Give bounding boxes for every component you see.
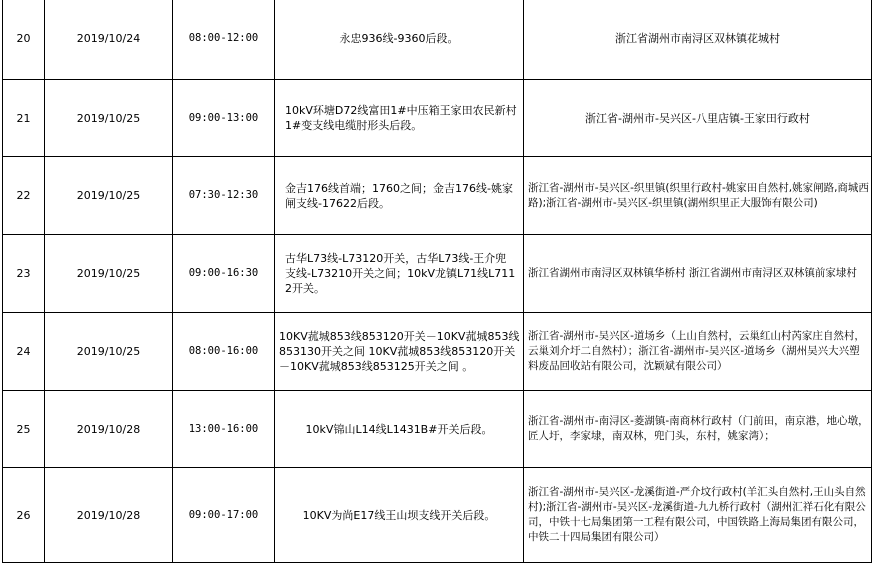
outage-area: 浙江省-湖州市-吴兴区-道场乡（上山自然村，云巢红山村芮家庄自然村，云巢刘介圩二自然村）；浙江省-湖州市-吴兴区-道场乡（湖州吴兴大兴塑料废品回收站有限公司，沈颖斌有限公司） <box>524 313 872 391</box>
outage-line-description: 永忠936线-9360后段。 <box>275 0 524 80</box>
outage-area: 浙江省-湖州市-吴兴区-龙溪街道-严介坟行政村(羊汇头自然村,王山头自然村);浙江省-湖州市-吴兴区-龙溪街道-九九桥行政村（湖州汇祥石化有限公司，中铁十七局集团第一工程有限公司，中国铁路上海局集团有限公司，中铁二十四局集团有限公司） <box>524 468 872 563</box>
outage-time: 07:30-12:30 <box>173 157 275 235</box>
outage-date: 2019/10/24 <box>45 0 173 80</box>
row-number: 23 <box>3 235 45 313</box>
outage-line-description: 10kV锦山L14线L1431B#开关后段。 <box>275 391 524 468</box>
outage-schedule-table <box>2 0 872 563</box>
outage-line-description: 10kV环塘D72线富田1#中压箱王家田农民新村1#变支线电缆肘形头后段。 <box>275 80 524 157</box>
row-number: 25 <box>3 391 45 468</box>
table-row <box>3 468 872 563</box>
table-row <box>3 80 872 157</box>
outage-area: 浙江省-湖州市-南浔区-菱湖镇-南商林行政村（门前田，南京港，地心墩，匠人圩，李家埭，南双林，兜门头，东村，姚家湾）； <box>524 391 872 468</box>
outage-date: 2019/10/25 <box>45 157 173 235</box>
outage-time: 09:00-16:30 <box>173 235 275 313</box>
table-row <box>3 391 872 468</box>
row-number: 24 <box>3 313 45 391</box>
outage-date: 2019/10/28 <box>45 468 173 563</box>
row-number: 20 <box>3 0 45 80</box>
outage-area: 浙江省-湖州市-吴兴区-织里镇(织里行政村-姚家田自然村,姚家闸路,商城西路);浙江省-湖州市-吴兴区-织里镇(湖州织里正大服饰有限公司) <box>524 157 872 235</box>
outage-time: 08:00-16:00 <box>173 313 275 391</box>
outage-date: 2019/10/25 <box>45 235 173 313</box>
outage-time: 08:00-12:00 <box>173 0 275 80</box>
outage-area: 浙江省-湖州市-吴兴区-八里店镇-王家田行政村 <box>524 80 872 157</box>
table-row <box>3 313 872 391</box>
row-number: 26 <box>3 468 45 563</box>
outage-time: 09:00-13:00 <box>173 80 275 157</box>
outage-line-description: 金吉176线首端；1760之间；金吉176线-姚家闸支线-17622后段。 <box>275 157 524 235</box>
row-number: 21 <box>3 80 45 157</box>
table-row <box>3 0 872 80</box>
table-row <box>3 157 872 235</box>
outage-area: 浙江省湖州市南浔区双林镇华桥村 浙江省湖州市南浔区双林镇前家埭村 <box>524 235 872 313</box>
outage-date: 2019/10/25 <box>45 80 173 157</box>
outage-line-description: 10KV菰城853线853120开关－10KV菰城853线853130开关之间 10KV菰城853线853120开关－10KV菰城853线853125开关之间 。 <box>275 313 524 391</box>
outage-area: 浙江省湖州市南浔区双林镇花城村 <box>524 0 872 80</box>
outage-date: 2019/10/25 <box>45 313 173 391</box>
outage-line-description: 古华L73线-L73120开关，古华L73线-王介兜支线-L73210开关之间；10kV龙镇L71线L7112开关。 <box>275 235 524 313</box>
outage-time: 13:00-16:00 <box>173 391 275 468</box>
outage-time: 09:00-17:00 <box>173 468 275 563</box>
outage-date: 2019/10/28 <box>45 391 173 468</box>
row-number: 22 <box>3 157 45 235</box>
table-row <box>3 235 872 313</box>
outage-line-description: 10KV为尚E17线王山坝支线开关后段。 <box>275 468 524 563</box>
